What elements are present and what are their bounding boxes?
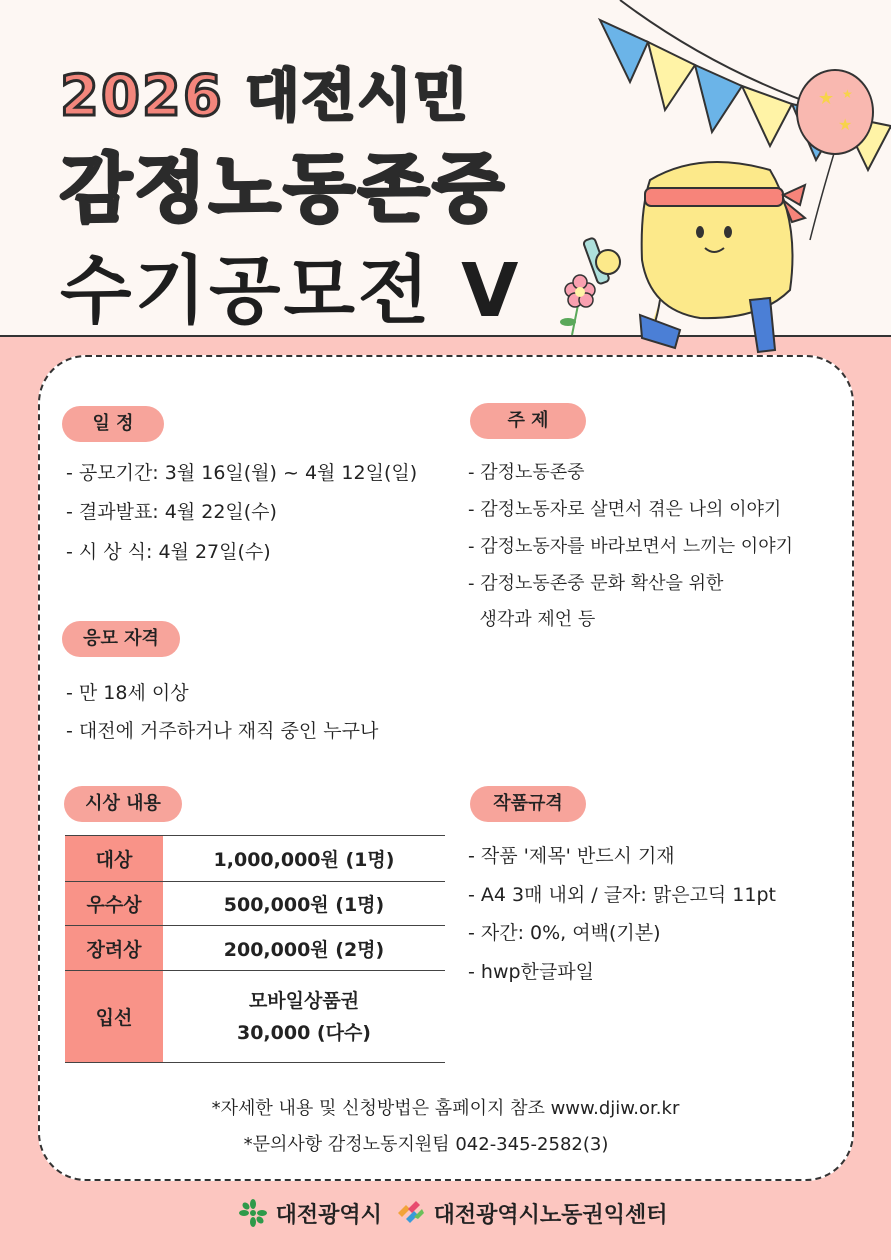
award-prize-line: 모바일상품권: [248, 989, 360, 1012]
theme-item: - 감정노동존중 문화 확산을 위한: [468, 573, 724, 594]
spec-item: - 작품 '제목' 반드시 기재: [468, 845, 675, 867]
eligibility-label: 응모 자격: [62, 621, 180, 657]
spec-item: - A4 3매 내외 / 글자: 맑은고딕 11pt: [468, 884, 776, 906]
schedule-item: - 공모기간: 3월 16일(월) ~ 4월 12일(일): [66, 462, 418, 484]
award-name: 우수상: [65, 882, 163, 926]
schedule-item: - 시 상 식: 4월 27일(수): [66, 541, 271, 563]
award-prize-line: 30,000 (다수): [236, 1021, 371, 1044]
theme-label: 주 제: [470, 403, 586, 439]
award-prize: 200,000원 (2명): [163, 926, 445, 971]
svg-text:★: ★: [838, 115, 853, 134]
eligibility-item: - 만 18세 이상: [66, 682, 189, 704]
award-prize: [163, 971, 445, 1063]
org-name: 대전광역시노동권익센터: [433, 1203, 668, 1228]
mascot-character: [583, 162, 805, 352]
theme-item: - 감정노동자를 바라보면서 느끼는 이야기: [468, 536, 793, 557]
theme-item: - 감정노동존중: [468, 462, 585, 483]
title-line-2: 감정노동존중: [60, 146, 507, 232]
labor-center-logo-icon: [394, 1199, 426, 1227]
svg-text:★: ★: [818, 88, 835, 109]
award-name: 대상: [65, 836, 163, 882]
title-line-3: 수기공모전 V: [60, 248, 522, 334]
schedule-item: - 결과발표: 4월 22일(수): [66, 501, 277, 523]
table-row: [65, 882, 445, 926]
spec-item: - hwp한글파일: [468, 961, 594, 983]
spec-item: - 자간: 0%, 여백(기본): [468, 922, 661, 944]
footnote-homepage: *자세한 내용 및 신청방법은 홈페이지 참조 www.djiw.or.kr: [211, 1098, 680, 1119]
awards-table: [65, 835, 445, 1063]
org-name: 대전광역시: [275, 1203, 382, 1228]
schedule-label: 일 정: [62, 406, 164, 442]
table-row: [65, 971, 445, 1063]
footnote-contact: *문의사항 감정노동지원팀 042-345-2582(3): [243, 1134, 609, 1155]
theme-item: 생각과 제언 등: [468, 609, 596, 630]
org-daejeon-city: [238, 1198, 382, 1229]
table-row: [65, 836, 445, 882]
svg-text:★: ★: [842, 87, 853, 101]
spec-label: 작품규격: [470, 786, 586, 822]
org-labor-center: [394, 1198, 667, 1229]
flower-icon: [560, 275, 595, 335]
award-prize: 500,000원 (1명): [163, 882, 445, 926]
award-prize: 1,000,000원 (1명): [163, 836, 445, 882]
title-line-1: 2026 대전시민: [60, 64, 470, 129]
daejeon-city-logo-icon: [238, 1199, 268, 1227]
award-name: 장려상: [65, 926, 163, 971]
awards-label: 시상 내용: [64, 786, 182, 822]
award-name: 입선: [65, 971, 163, 1063]
table-row: [65, 926, 445, 971]
eligibility-item: - 대전에 거주하거나 재직 중인 누구나: [66, 720, 379, 742]
theme-item: - 감정노동자로 살면서 겪은 나의 이야기: [468, 499, 782, 520]
